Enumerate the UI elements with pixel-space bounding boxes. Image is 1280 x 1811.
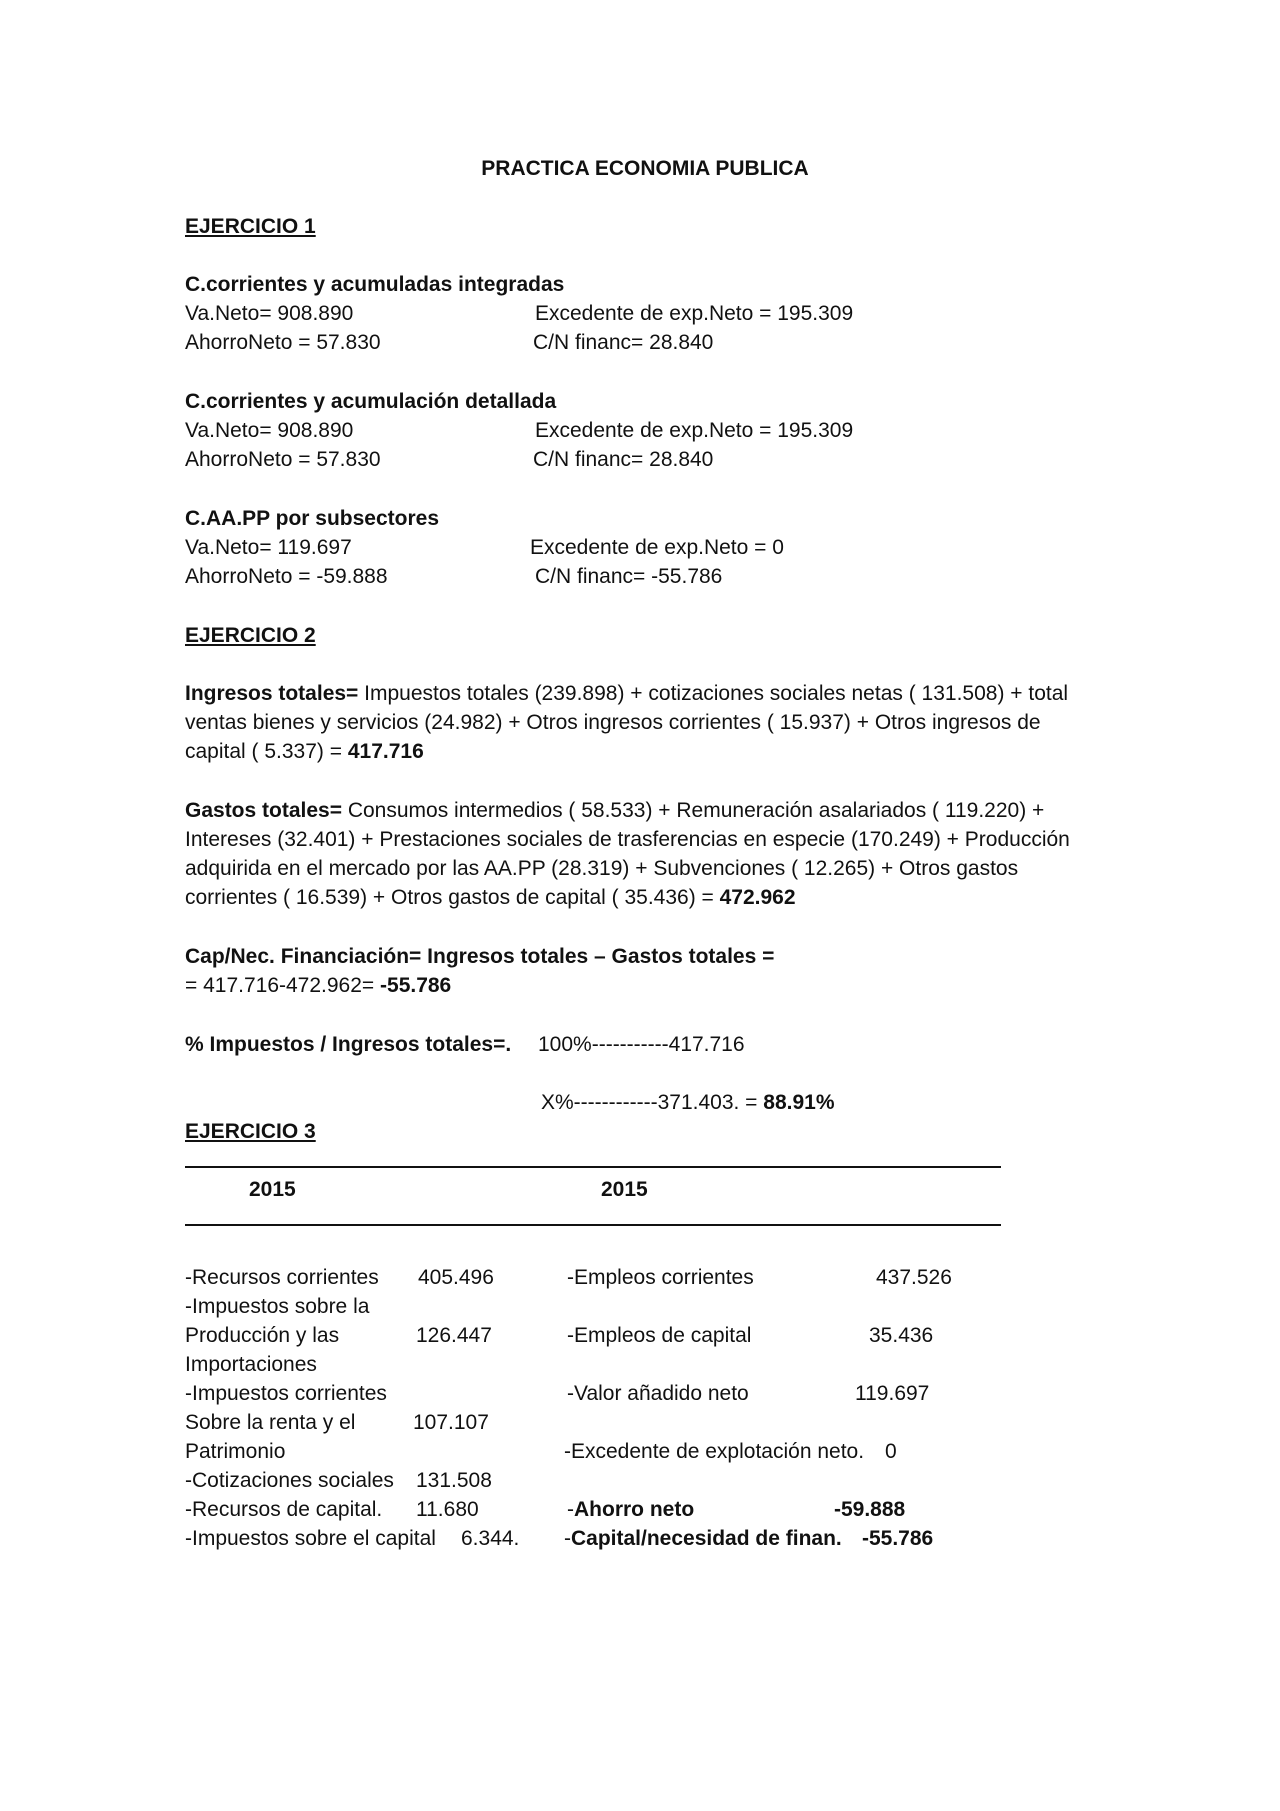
valor-anadido-label: -Valor añadido neto bbox=[567, 1382, 749, 1405]
ingresos-label: Ingresos totales= bbox=[185, 682, 359, 705]
capital-necesidad-value: -55.786 bbox=[862, 1527, 934, 1550]
ejercicio-2-heading: EJERCICIO 2 bbox=[185, 624, 316, 647]
recursos-corrientes-value: 405.496 bbox=[418, 1266, 494, 1289]
capital-necesidad-label: Capital/necesidad de finan. bbox=[571, 1527, 842, 1550]
impuestos-corrientes-value: 107.107 bbox=[413, 1411, 489, 1434]
pct-line-2 bbox=[541, 1088, 835, 1117]
divider bbox=[185, 1166, 1001, 1168]
document-title: PRACTICA ECONOMIA PUBLICA bbox=[481, 157, 809, 180]
gastos-paragraph bbox=[185, 796, 1090, 912]
empleos-capital-label: -Empleos de capital bbox=[567, 1324, 752, 1347]
pct-line-1: 100%-----------417.716 bbox=[538, 1033, 745, 1056]
excedente-value: Excedente de exp.Neto = 195.309 bbox=[535, 302, 854, 325]
impuestos-capital-value: 6.344. bbox=[461, 1527, 520, 1550]
capital-necesidad-row bbox=[564, 1524, 842, 1553]
ingresos-text: Impuestos totales (239.898) + cotizaciones sociales netas ( 131.508) + total ventas bienes y servicios (24.982) + Otros ingresos corrientes ( 15.937) + Otros ingresos de capital ( 5.337) = bbox=[185, 682, 1069, 763]
ahorro-neto-value: AhorroNeto = 57.830 bbox=[185, 331, 381, 354]
cap-calc-text: = 417.716-472.962= bbox=[185, 974, 381, 997]
pct-label: % Impuestos / Ingresos totales=. bbox=[185, 1033, 512, 1056]
divider bbox=[185, 1224, 1001, 1226]
section-heading: C.AA.PP por subsectores bbox=[185, 507, 440, 530]
gastos-label: Gastos totales= bbox=[185, 799, 342, 822]
impuestos-produccion-value: 126.447 bbox=[416, 1324, 492, 1347]
empleos-corrientes-value: 437.526 bbox=[876, 1266, 952, 1289]
empleos-corrientes-label: -Empleos corrientes bbox=[567, 1266, 754, 1289]
excedente-explotacion-label: -Excedente de explotación neto. bbox=[564, 1440, 865, 1463]
ejercicio-1-heading: EJERCICIO 1 bbox=[185, 215, 316, 238]
capnec-dash: - bbox=[564, 1527, 571, 1550]
excedente-value: Excedente de exp.Neto = 195.309 bbox=[535, 419, 854, 442]
ahorro-neto-value: -59.888 bbox=[834, 1498, 906, 1521]
gastos-total: 472.962 bbox=[719, 886, 796, 909]
section-heading: C.corrientes y acumulación detallada bbox=[185, 390, 557, 413]
impuestos-produccion-label: Importaciones bbox=[185, 1353, 317, 1376]
excedente-value: Excedente de exp.Neto = 0 bbox=[530, 536, 784, 559]
ahorro-neto-label: Ahorro neto bbox=[574, 1498, 695, 1521]
va-neto-value: Va.Neto= 908.890 bbox=[185, 302, 354, 325]
cn-financ-value: C/N financ= 28.840 bbox=[533, 331, 714, 354]
year-right: 2015 bbox=[601, 1178, 648, 1201]
recursos-capital-value: 11.680 bbox=[416, 1498, 479, 1521]
empleos-capital-value: 35.436 bbox=[869, 1324, 934, 1347]
ejercicio-3-heading: EJERCICIO 3 bbox=[185, 1120, 316, 1143]
impuestos-corrientes-label: -Impuestos corrientes bbox=[185, 1382, 387, 1405]
ahorro-dash: - bbox=[567, 1498, 574, 1521]
ingresos-paragraph bbox=[185, 679, 1090, 766]
section-heading: C.corrientes y acumuladas integradas bbox=[185, 273, 565, 296]
impuestos-produccion-label: Producción y las bbox=[185, 1324, 340, 1347]
ingresos-total: 417.716 bbox=[347, 740, 424, 763]
year-left: 2015 bbox=[249, 1178, 296, 1201]
cap-nec-line: Cap/Nec. Financiación= Ingresos totales – Gastos totales = bbox=[185, 945, 775, 968]
recursos-capital-label: -Recursos de capital. bbox=[185, 1498, 383, 1521]
cap-nec-calc bbox=[185, 971, 451, 1000]
impuestos-corrientes-label: Sobre la renta y el bbox=[185, 1411, 356, 1434]
impuestos-produccion-label: -Impuestos sobre la bbox=[185, 1295, 370, 1318]
cap-result: -55.786 bbox=[380, 974, 452, 997]
valor-anadido-value: 119.697 bbox=[855, 1382, 930, 1405]
cn-financ-value: C/N financ= -55.786 bbox=[535, 565, 723, 588]
cotizaciones-value: 131.508 bbox=[416, 1469, 492, 1492]
recursos-corrientes-label: -Recursos corrientes bbox=[185, 1266, 379, 1289]
gastos-text: Consumos intermedios ( 58.533) + Remuneración asalariados ( 119.220) + Intereses (32.401) + Prestaciones sociales de trasferencias en especie (170.249) + Producción adquirida en el mercado por las AA.PP (28.319) + Subvenciones ( 12.265) + Otros gastos corrientes ( 16.539) + Otros gastos de capital ( 35.436) = bbox=[185, 799, 1070, 909]
impuestos-capital-label: -Impuestos sobre el capital bbox=[185, 1527, 436, 1550]
cotizaciones-label: -Cotizaciones sociales bbox=[185, 1469, 394, 1492]
va-neto-value: Va.Neto= 119.697 bbox=[185, 536, 352, 559]
ahorro-neto-value: AhorroNeto = -59.888 bbox=[185, 565, 388, 588]
va-neto-value: Va.Neto= 908.890 bbox=[185, 419, 354, 442]
impuestos-corrientes-label: Patrimonio bbox=[185, 1440, 286, 1463]
ahorro-neto-value: AhorroNeto = 57.830 bbox=[185, 448, 381, 471]
excedente-explotacion-value: 0 bbox=[885, 1440, 897, 1463]
ahorro-neto-row bbox=[567, 1495, 694, 1524]
pct-result: 88.91% bbox=[763, 1091, 835, 1114]
cn-financ-value: C/N financ= 28.840 bbox=[533, 448, 714, 471]
pct-calc-text: X%------------371.403. = bbox=[541, 1091, 764, 1114]
